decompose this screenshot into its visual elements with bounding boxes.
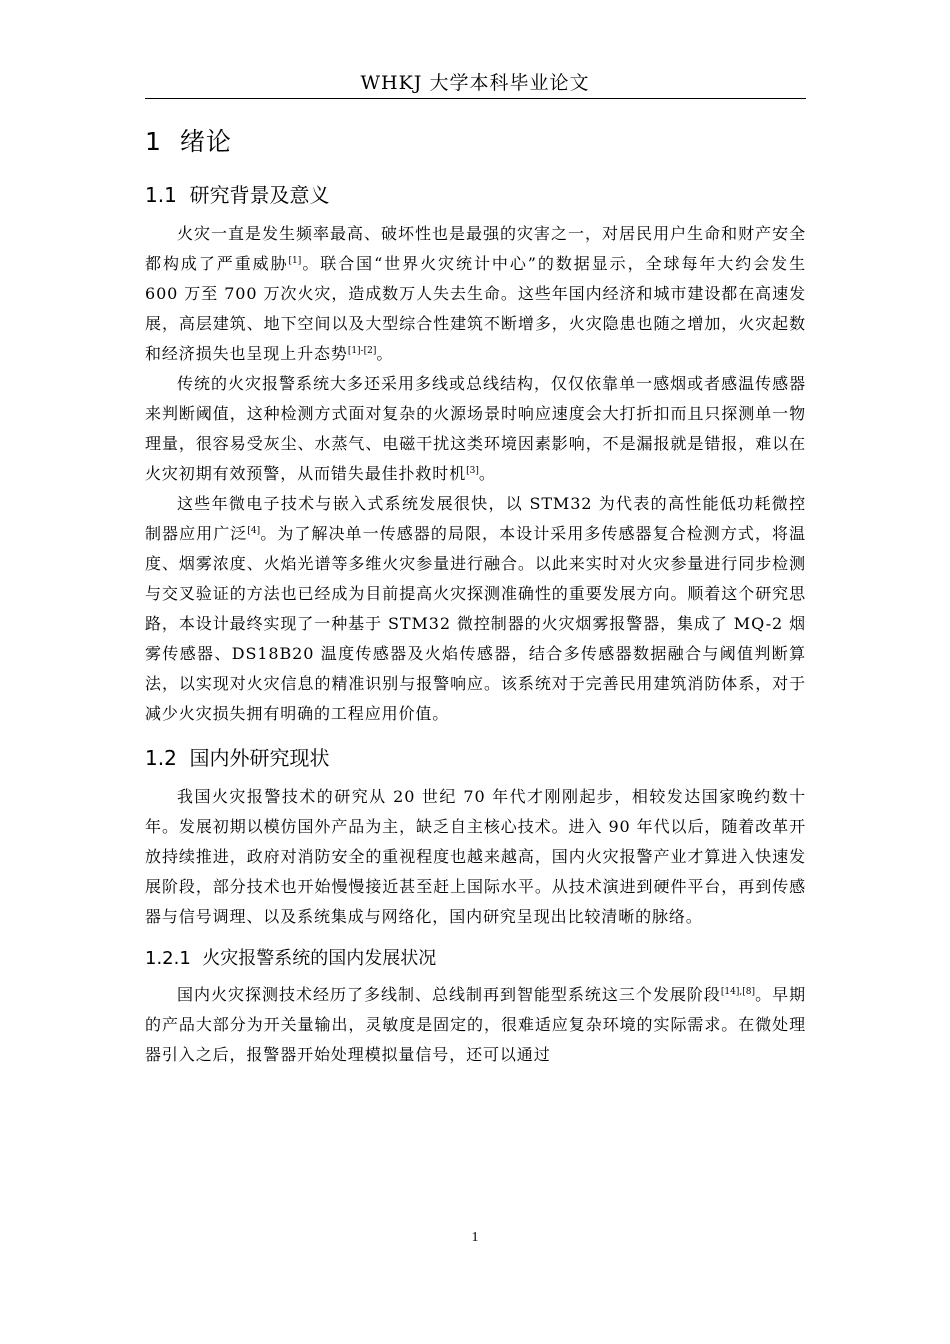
paragraph bbox=[145, 980, 806, 1070]
subsection-heading-1-2-1 bbox=[145, 940, 806, 977]
section-title: 国内外研究现状 bbox=[189, 746, 330, 770]
section-title: 研究背景及意义 bbox=[189, 183, 330, 207]
paragraph-text: 。早期的产品大部分为开关量输出，灵敏度是固定的，很难适应复杂环境的实际需求。在微处理器引入之后，报警器开始处理模拟量信号，还可以通过 bbox=[145, 985, 806, 1064]
citation: [1] bbox=[288, 256, 302, 266]
chapter-title: 绪论 bbox=[179, 127, 232, 156]
citation: [3] bbox=[466, 466, 479, 476]
paragraph-text: 。联合国“世界火灾统计中心”的数据显示，全球每年大约会发生 600 万至 700 万次火灾，造成数万人失去生命。这些年国内经济和城市建设都在高速发展，高层建筑、地下空间以及大型综合性建筑不断增多，火灾隐患也随之增加，火灾起数和经济损失也呈现上升态势 bbox=[145, 254, 806, 363]
section-number: 1.2 bbox=[145, 746, 177, 770]
running-header: WHKJ 大学本科毕业论文 bbox=[360, 72, 590, 94]
subsection-title: 火灾报警系统的国内发展状况 bbox=[202, 948, 437, 969]
paragraph-text: 这些年微电子技术与嵌入式系统发展很快，以 STM32 为代表的高性能低功耗微控制器应用广泛 bbox=[145, 494, 806, 543]
paragraph bbox=[145, 369, 806, 489]
section-number: 1.1 bbox=[145, 183, 177, 207]
citation: [14],[8] bbox=[720, 987, 755, 997]
page-body bbox=[145, 118, 806, 1070]
header-rule bbox=[145, 98, 806, 99]
paragraph-text: 火灾一直是发生频率最高、破坏性也是最强的灾害之一，对居民用户生命和财产安全都构成了严重威胁 bbox=[145, 224, 806, 273]
citation: [4] bbox=[247, 526, 261, 536]
subsection-number: 1.2.1 bbox=[145, 948, 191, 969]
paragraph bbox=[145, 489, 806, 729]
paragraph-text: 。为了解决单一传感器的局限，本设计采用多传感器复合检测方式，将温度、烟雾浓度、火焰光谱等多维火灾参量进行融合。以此来实时对火灾参量进行同步检测与交叉验证的方法也已经成为目前提高火灾探测准确性的重要发展方向。顺着这个研究思路，本设计最终实现了一种基于 STM32 微控制器的火灾烟雾报警器，集成了 MQ-2 烟雾传感器、DS18B20 温度传感器及火焰传感器，结合多传感器数据融合与阈值判断算法，以实现对火灾信息的精准识别与报警响应。该系统对于完善民用建筑消防体系，对于减少火灾损失拥有明确的工程应用价值。 bbox=[145, 524, 806, 723]
paragraph-text: 国内火灾探测技术经历了多线制、总线制再到智能型系统这三个发展阶段 bbox=[177, 985, 721, 1004]
section-heading-1-1 bbox=[145, 175, 806, 215]
chapter-number: 1 bbox=[145, 127, 162, 156]
section-heading-1-2 bbox=[145, 738, 806, 778]
paragraph: 我国火灾报警技术的研究从 20 世纪 70 年代才刚刚起步，相较发达国家晚约数十年。发展初期以模仿国外产品为主，缺乏自主核心技术。进入 90 年代以后，随着改革开放持续推进，政府对消防安全的重视程度也越来越高，国内火灾报警产业才算进入快速发展阶段，部分技术也开始慢慢接近甚至赶上国际水平。从技术演进到硬件平台，再到传感器与信号调理、以及系统集成与网络化，国内研究呈现出比较清晰的脉络。 bbox=[145, 787, 806, 926]
paragraph bbox=[145, 219, 806, 369]
paragraph-text: 。 bbox=[376, 344, 394, 363]
citation: [1]-[2] bbox=[347, 346, 377, 356]
page-number: 1 bbox=[471, 1230, 479, 1245]
paragraph-text: 。 bbox=[478, 464, 496, 483]
chapter-heading bbox=[145, 118, 806, 166]
paragraph-text: 传统的火灾报警系统大多还采用多线或总线结构，仅仅依靠单一感烟或者感温传感器来判断阈值，这种检测方式面对复杂的火源场景时响应速度会大打折扣而且只探测单一物理量，很容易受灰尘、水蒸气、电磁干扰这类环境因素影响，不是漏报就是错报，难以在火灾初期有效预警，从而错失最佳扑救时机 bbox=[145, 374, 806, 483]
